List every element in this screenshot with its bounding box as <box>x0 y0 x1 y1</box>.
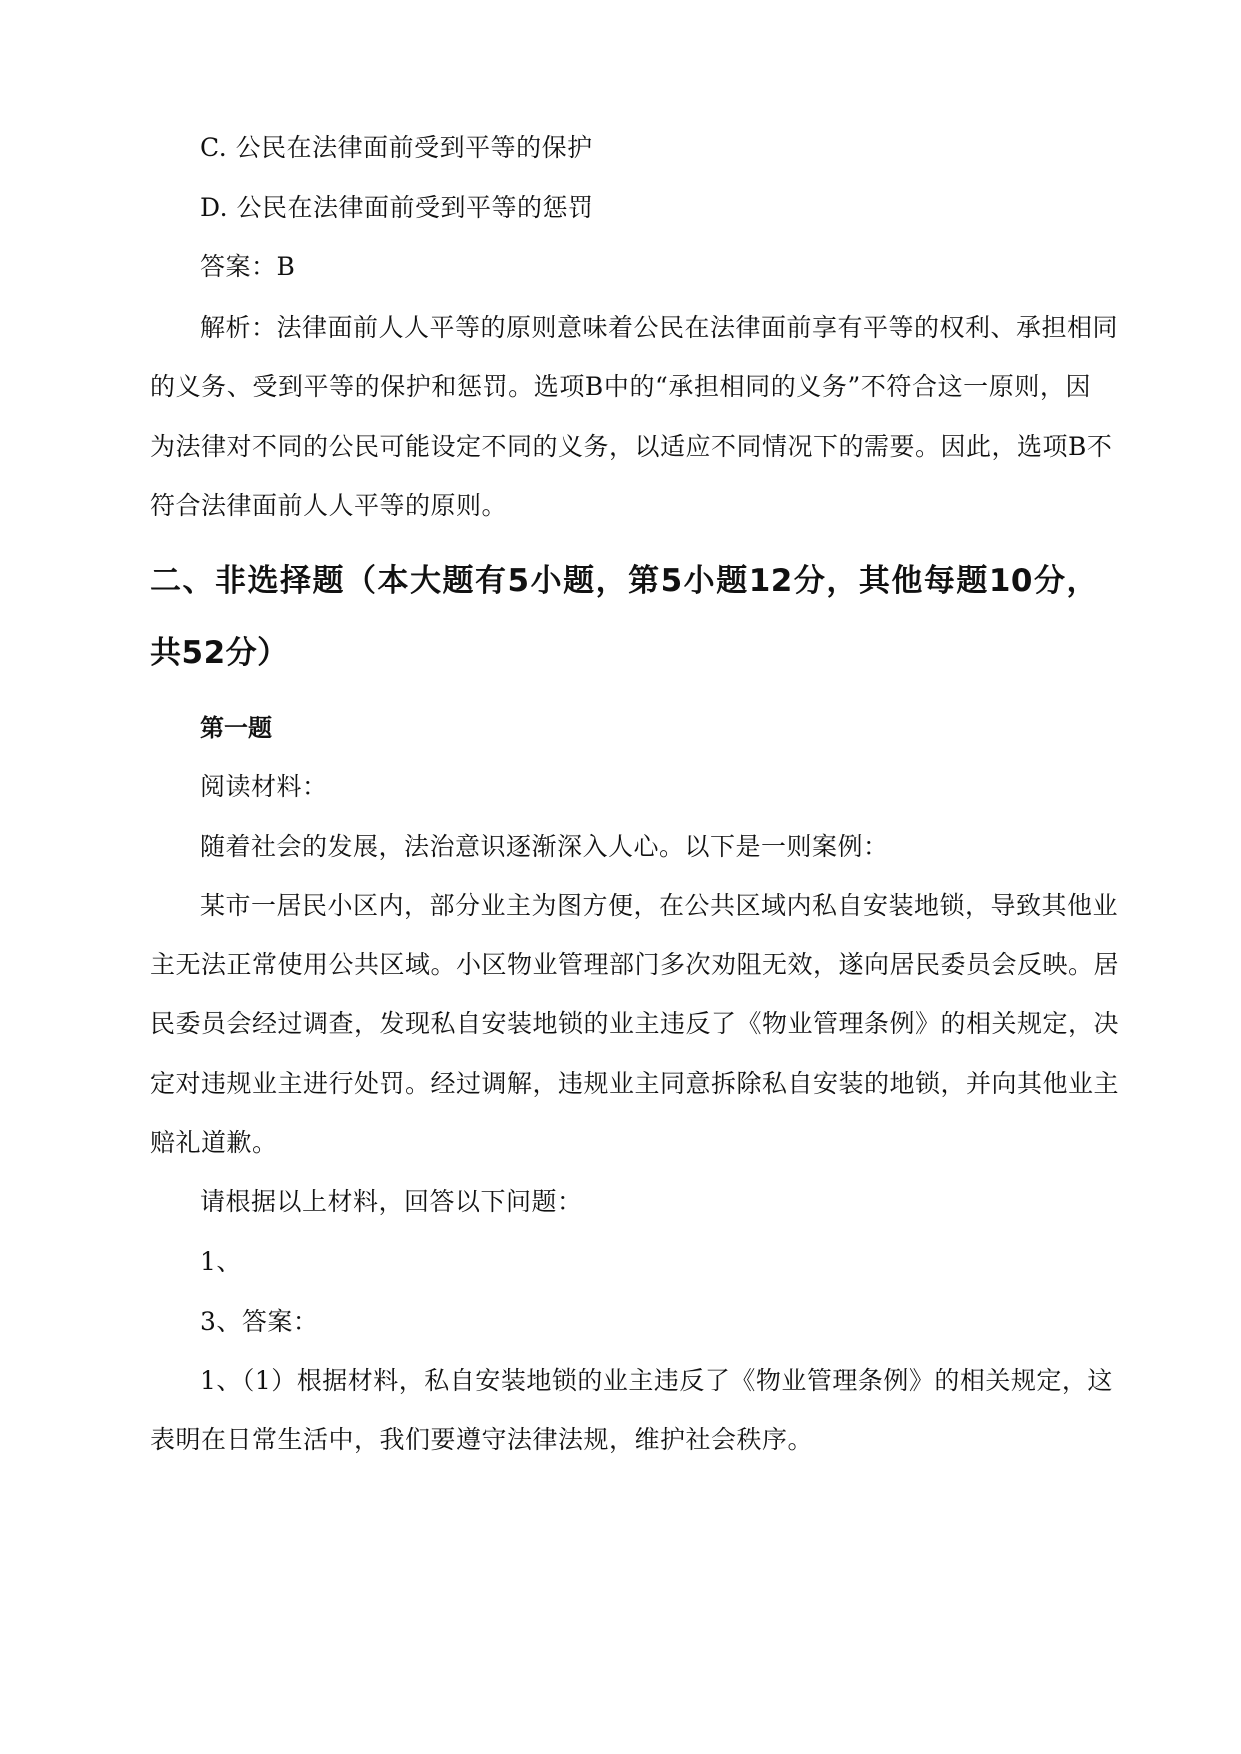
case-line-2: 主无法正常使用公共区域。小区物业管理部门多次劝阻无效，遂向居民委员会反映。居 <box>150 950 1120 979</box>
answer-text: 答案：B <box>200 252 296 281</box>
option-c: C. 公民在法律面前受到平等的保护 <box>200 133 593 162</box>
case-line-4: 定对违规业主进行处罚。经过调解，违规业主同意拆除私自安装的地锁，并向其他业主 <box>150 1069 1120 1098</box>
question-item-3: 3、答案： <box>200 1307 319 1336</box>
question-item-1: 1、 <box>200 1247 242 1276</box>
analysis-line-3: 为法律对不同的公民可能设定不同的义务，以适应不同情况下的需要。因此，选项B不 <box>150 432 1113 461</box>
answer-line-2: 表明在日常生活中，我们要遵守法律法规，维护社会秩序。 <box>150 1425 814 1454</box>
question-heading: 第一题 <box>200 714 272 742</box>
material-intro: 随着社会的发展，法治意识逐渐深入人心。以下是一则案例： <box>200 832 889 861</box>
case-line-3: 民委员会经过调查，发现私自安装地锁的业主违反了《物业管理条例》的相关规定，决 <box>150 1009 1120 1038</box>
analysis-line-2: 的义务、受到平等的保护和惩罚。选项B中的“承担相同的义务”不符合这一原则，因 <box>150 372 1091 401</box>
section-title-line-2: 共52分） <box>150 635 289 671</box>
option-d: D. 公民在法律面前受到平等的惩罚 <box>200 193 594 222</box>
analysis-line-1: 解析：法律面前人人平等的原则意味着公民在法律面前享有平等的权利、承担相同 <box>200 313 1119 342</box>
read-material-label: 阅读材料： <box>200 772 328 801</box>
case-line-1: 某市一居民小区内，部分业主为图方便，在公共区域内私自安装地锁，导致其他业 <box>200 891 1119 920</box>
analysis-line-4: 符合法律面前人人平等的原则。 <box>150 491 508 520</box>
question-prompt: 请根据以上材料，回答以下问题： <box>200 1187 583 1216</box>
answer-line-1: 1、（1）根据材料，私自安装地锁的业主违反了《物业管理条例》的相关规定，这 <box>200 1366 1113 1395</box>
case-line-5: 赔礼道歉。 <box>150 1128 278 1157</box>
section-title-line-1: 二、非选择题（本大题有5小题，第5小题12分，其他每题10分， <box>150 563 1098 599</box>
